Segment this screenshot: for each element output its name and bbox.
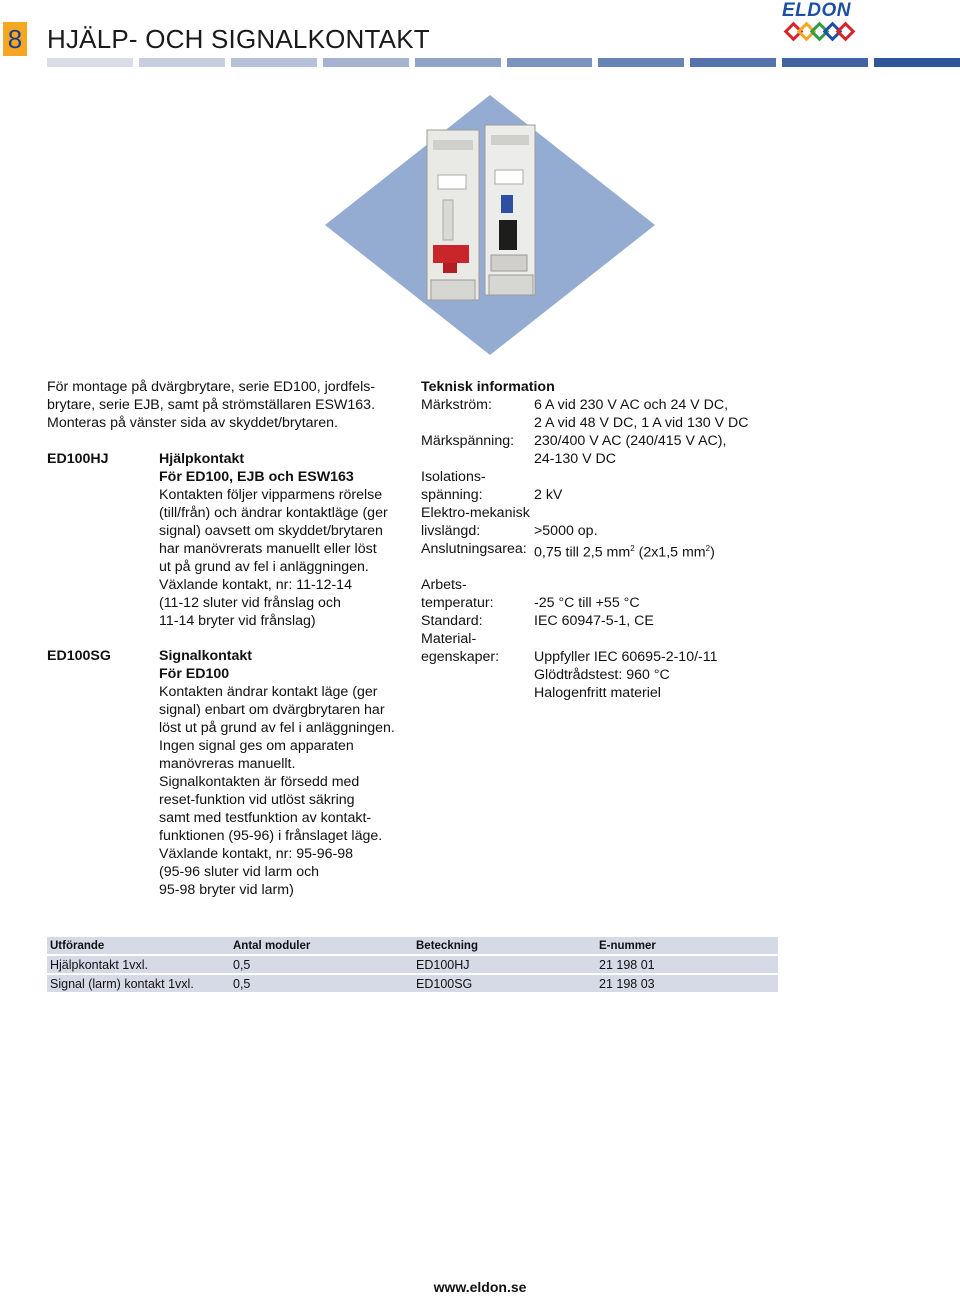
tech-value: 2 kV (534, 487, 563, 503)
desc-line: 95-98 bryter vid larm) (159, 882, 294, 898)
desc-line: Växlande kontakt, nr: 95-96-98 (159, 846, 354, 862)
tech-value-part: (2x1,5 mm (634, 544, 706, 561)
tech-label: Isolations- (421, 469, 486, 485)
intro-line: Monteras på vänster sida av skyddet/brytaren. (47, 415, 338, 431)
intro-line: För montage på dvärgbrytare, serie ED100, jordfels- (47, 379, 376, 395)
tech-label: egenskaper: (421, 649, 500, 665)
column-header: Antal moduler (230, 937, 413, 954)
tech-label: temperatur: (421, 595, 494, 611)
page-number: 8 (3, 22, 27, 56)
intro-text (47, 378, 407, 432)
desc-line: (95-96 sluter vid larm och (159, 864, 320, 880)
technical-information (421, 378, 941, 702)
column-header: E-nummer (596, 937, 778, 954)
tech-value: IEC 60947-5-1, CE (534, 613, 654, 629)
page-title: HJÄLP- OCH SIGNALKONTAKT (47, 24, 430, 54)
desc-line: signal) oavsett om skyddet/brytaren (159, 523, 383, 539)
header-color-bar (47, 58, 960, 67)
superscript: 2 (630, 544, 635, 553)
tech-value: Uppfyller IEC 60695-2-10/-11 (534, 649, 718, 665)
table-cell: ED100SG (413, 975, 596, 992)
header-bar-segment (507, 58, 593, 67)
header-bar-segment (139, 58, 225, 67)
order-table (47, 935, 778, 994)
desc-line: reset-funktion vid utlöst säkring (159, 792, 355, 808)
ed100hj-heading: Hjälpkontakt (159, 451, 245, 467)
tech-value: -25 °C till +55 °C (534, 595, 640, 611)
tech-label: spänning: (421, 487, 483, 503)
eldon-logo (780, 0, 872, 50)
header-bar-segment (782, 58, 868, 67)
desc-line: manövreras manuellt. (159, 756, 296, 772)
desc-line: Växlande kontakt, nr: 11-12-14 (159, 577, 352, 593)
header-bar-segment (690, 58, 776, 67)
desc-line: (11-12 sluter vid frånslag och (159, 595, 341, 611)
tech-value: 230/400 V AC (240/415 V AC), (534, 433, 727, 449)
table-cell: ED100HJ (413, 956, 596, 973)
header-bar-segment (47, 58, 133, 67)
ed100sg-code: ED100SG (47, 648, 111, 664)
desc-line: funktionen (95-96) i frånslaget läge. (159, 828, 383, 844)
table-cell: 21 198 01 (596, 956, 778, 973)
ed100sg-heading: Signalkontakt (159, 648, 253, 664)
tech-value-part: ) (710, 544, 715, 561)
table-cell: 21 198 03 (596, 975, 778, 992)
header-bar-segment (598, 58, 684, 67)
table-cell: 0,5 (230, 975, 413, 992)
tech-value: Glödtrådstest: 960 °C (534, 667, 670, 683)
table-cell: Signal (larm) kontakt 1vxl. (47, 975, 230, 992)
desc-line: signal) enbart om dvärgbrytaren har (159, 702, 385, 718)
table-row (47, 956, 778, 973)
desc-line: (till/från) och ändrar kontaktläge (ger (159, 505, 388, 521)
desc-line: Kontakten ändrar kontakt läge (ger (159, 684, 378, 700)
table-cell: 0,5 (230, 956, 413, 973)
desc-line: löst ut på grund av fel i anläggningen. (159, 720, 395, 736)
tech-value-part: 0,75 till 2,5 mm (534, 544, 631, 561)
product-image (325, 95, 655, 355)
desc-line: ut på grund av fel i anläggningen. (159, 559, 369, 575)
table-header-row (47, 937, 778, 954)
desc-line: samt med testfunktion av kontakt- (159, 810, 372, 826)
header-bar-segment (231, 58, 317, 67)
table-cell: Hjälpkontakt 1vxl. (47, 956, 230, 973)
ed100hj-description (159, 450, 419, 630)
superscript: 2 (705, 544, 711, 553)
tech-value: 24-130 V DC (534, 451, 617, 467)
header-bar-segment (415, 58, 501, 67)
desc-line: Kontakten följer vipparmens rörelse (159, 487, 383, 503)
footer-url[interactable]: www.eldon.se (433, 1279, 527, 1295)
table-row (47, 975, 778, 992)
tech-value: Halogenfritt materiel (534, 685, 661, 701)
tech-label: Märkspänning: (421, 433, 515, 449)
column-header: Utförande (47, 937, 230, 954)
tech-label: Material- (421, 631, 477, 647)
tech-label: Standard: (421, 613, 483, 629)
ed100hj-subheading: För ED100, EJB och ESW163 (159, 469, 354, 485)
header-bar-segment (874, 58, 960, 67)
tech-value: 6 A vid 230 V AC och 24 V DC, (534, 397, 729, 413)
tech-label: Märkström: (421, 397, 492, 413)
desc-line: 11-14 bryter vid frånslag) (159, 613, 316, 629)
desc-line: Signalkontakten är försedd med (159, 774, 360, 790)
tech-label: Elektro-mekanisk (421, 505, 530, 521)
desc-line: Ingen signal ges om apparaten (159, 738, 354, 754)
desc-line: har manövrerats manuellt eller löst (159, 541, 377, 557)
tech-label: Arbets- (421, 577, 467, 593)
header-bar-segment (323, 58, 409, 67)
tech-label: Anslutningsarea: (421, 541, 527, 557)
tech-heading: Teknisk information (421, 379, 555, 395)
ed100sg-description (159, 647, 419, 899)
svg-text:ELDON: ELDON (782, 0, 851, 21)
tech-label: livslängd: (421, 523, 481, 539)
intro-line: brytare, serie EJB, samt på strömställaren ESW163. (47, 397, 376, 413)
tech-value: 2 A vid 48 V DC, 1 A vid 130 V DC (534, 415, 749, 431)
ed100hj-code: ED100HJ (47, 451, 109, 467)
column-header: Beteckning (413, 937, 596, 954)
ed100sg-subheading: För ED100 (159, 666, 230, 682)
tech-value: >5000 op. (534, 523, 598, 539)
